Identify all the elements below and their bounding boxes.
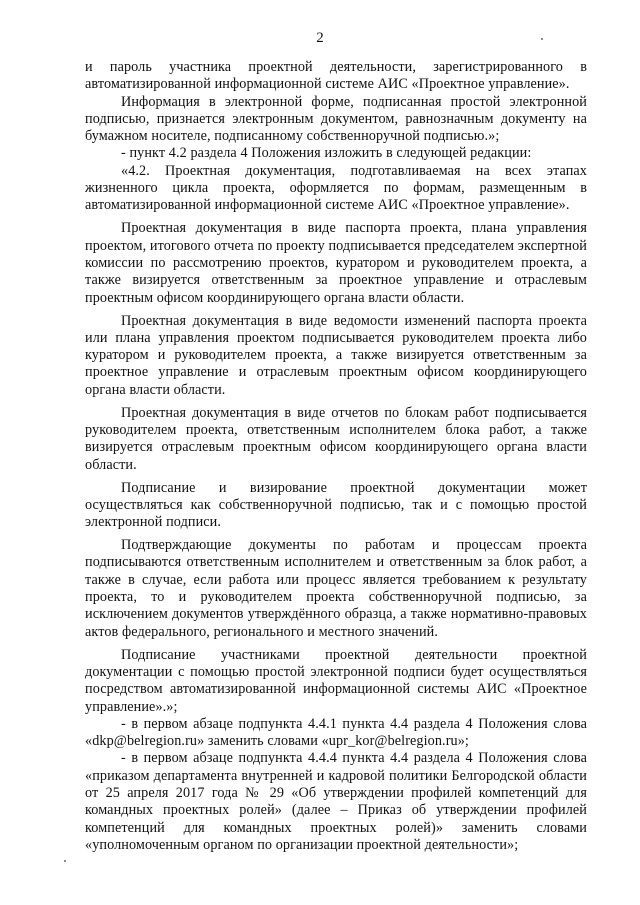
paragraph-9: Подтверждающие документы по работам и процессам проекта подписываются ответственным исполнителем и ответственным за блок работ, а также в случае, если работа или процесс является требованием к результату проекта, то и руководителем проекта собственноручной подписью, за исключением документов утверждённого образца, а также нормативно-правовых актов федерального, регионального и местного значений. bbox=[85, 537, 587, 640]
paragraph-10: Подписание участниками проектной деятельности проектной документации с помощью простой электронной подписи будет осуществляться посредством автоматизированной информационной системы АИС «Проектное управление».»; bbox=[85, 646, 587, 715]
page-number: 2 bbox=[316, 30, 324, 46]
scan-speck bbox=[541, 38, 543, 40]
paragraph-2: Информация в электронной форме, подписанная простой электронной подписью, признается электронным документом, равнозначным документу на бумажном носителе, подписанному собственноручной подписью.»; bbox=[85, 93, 587, 145]
paragraph-5: Проектная документация в виде паспорта проекта, плана управления проектом, итогового отчета по проекту подписывается председателем экспертной комиссии по рассмотрению проектов, куратором и руководителем проекта, а также визируется ответственным за проектное управление и отраслевым проектным офисом координирующего органа власти области. bbox=[85, 220, 587, 306]
document-body bbox=[85, 59, 587, 854]
paragraph-11: - в первом абзаце подпункта 4.4.1 пункта 4.4 раздела 4 Положения слова «dkp@belregion.ru» заменить словами «upr_kor@belregion.ru»; bbox=[85, 715, 587, 750]
paragraph-8: Подписание и визирование проектной документации может осуществляться как собственноручной подписью, так и с помощью простой электронной подписи. bbox=[85, 479, 587, 531]
paragraph-6: Проектная документация в виде ведомости изменений паспорта проекта или плана управления проектом подписывается руководителем проекта либо куратором и руководителем проекта, а также визируется ответственным за проектное управление и отраслевым проектным офисом координирующего органа власти области. bbox=[85, 312, 587, 398]
paragraph-7: Проектная документация в виде отчетов по блокам работ подписывается руководителем проекта, ответственным исполнителем блока работ, а также визируется отраслевым проектным офисом координирующего органа власти области. bbox=[85, 404, 587, 473]
paragraph-12: - в первом абзаце подпункта 4.4.4 пункта 4.4 раздела 4 Положения слова «приказом департамента внутренней и кадровой политики Белгородской области от 25 апреля 2017 года № 29 «Об утверждении профилей компетенций для командных проектных ролей» (далее – Приказ об утверждении профилей компетенций для командных проектных ролей)» заменить словами «уполномоченным органом по организации проектной деятельности»; bbox=[85, 750, 587, 853]
paragraph-1: и пароль участника проектной деятельности, зарегистрированного в автоматизированной информационной системе АИС «Проектное управление». bbox=[85, 59, 587, 93]
paragraph-4: «4.2. Проектная документация, подготавливаемая на всех этапах жизненного цикла проекта, оформляется по формам, размещенным в автоматизированной информационной системе АИС «Проектное управление». bbox=[85, 162, 587, 214]
scan-speck bbox=[64, 860, 66, 862]
paragraph-3: - пункт 4.2 раздела 4 Положения изложить в следующей редакции: bbox=[121, 145, 532, 162]
